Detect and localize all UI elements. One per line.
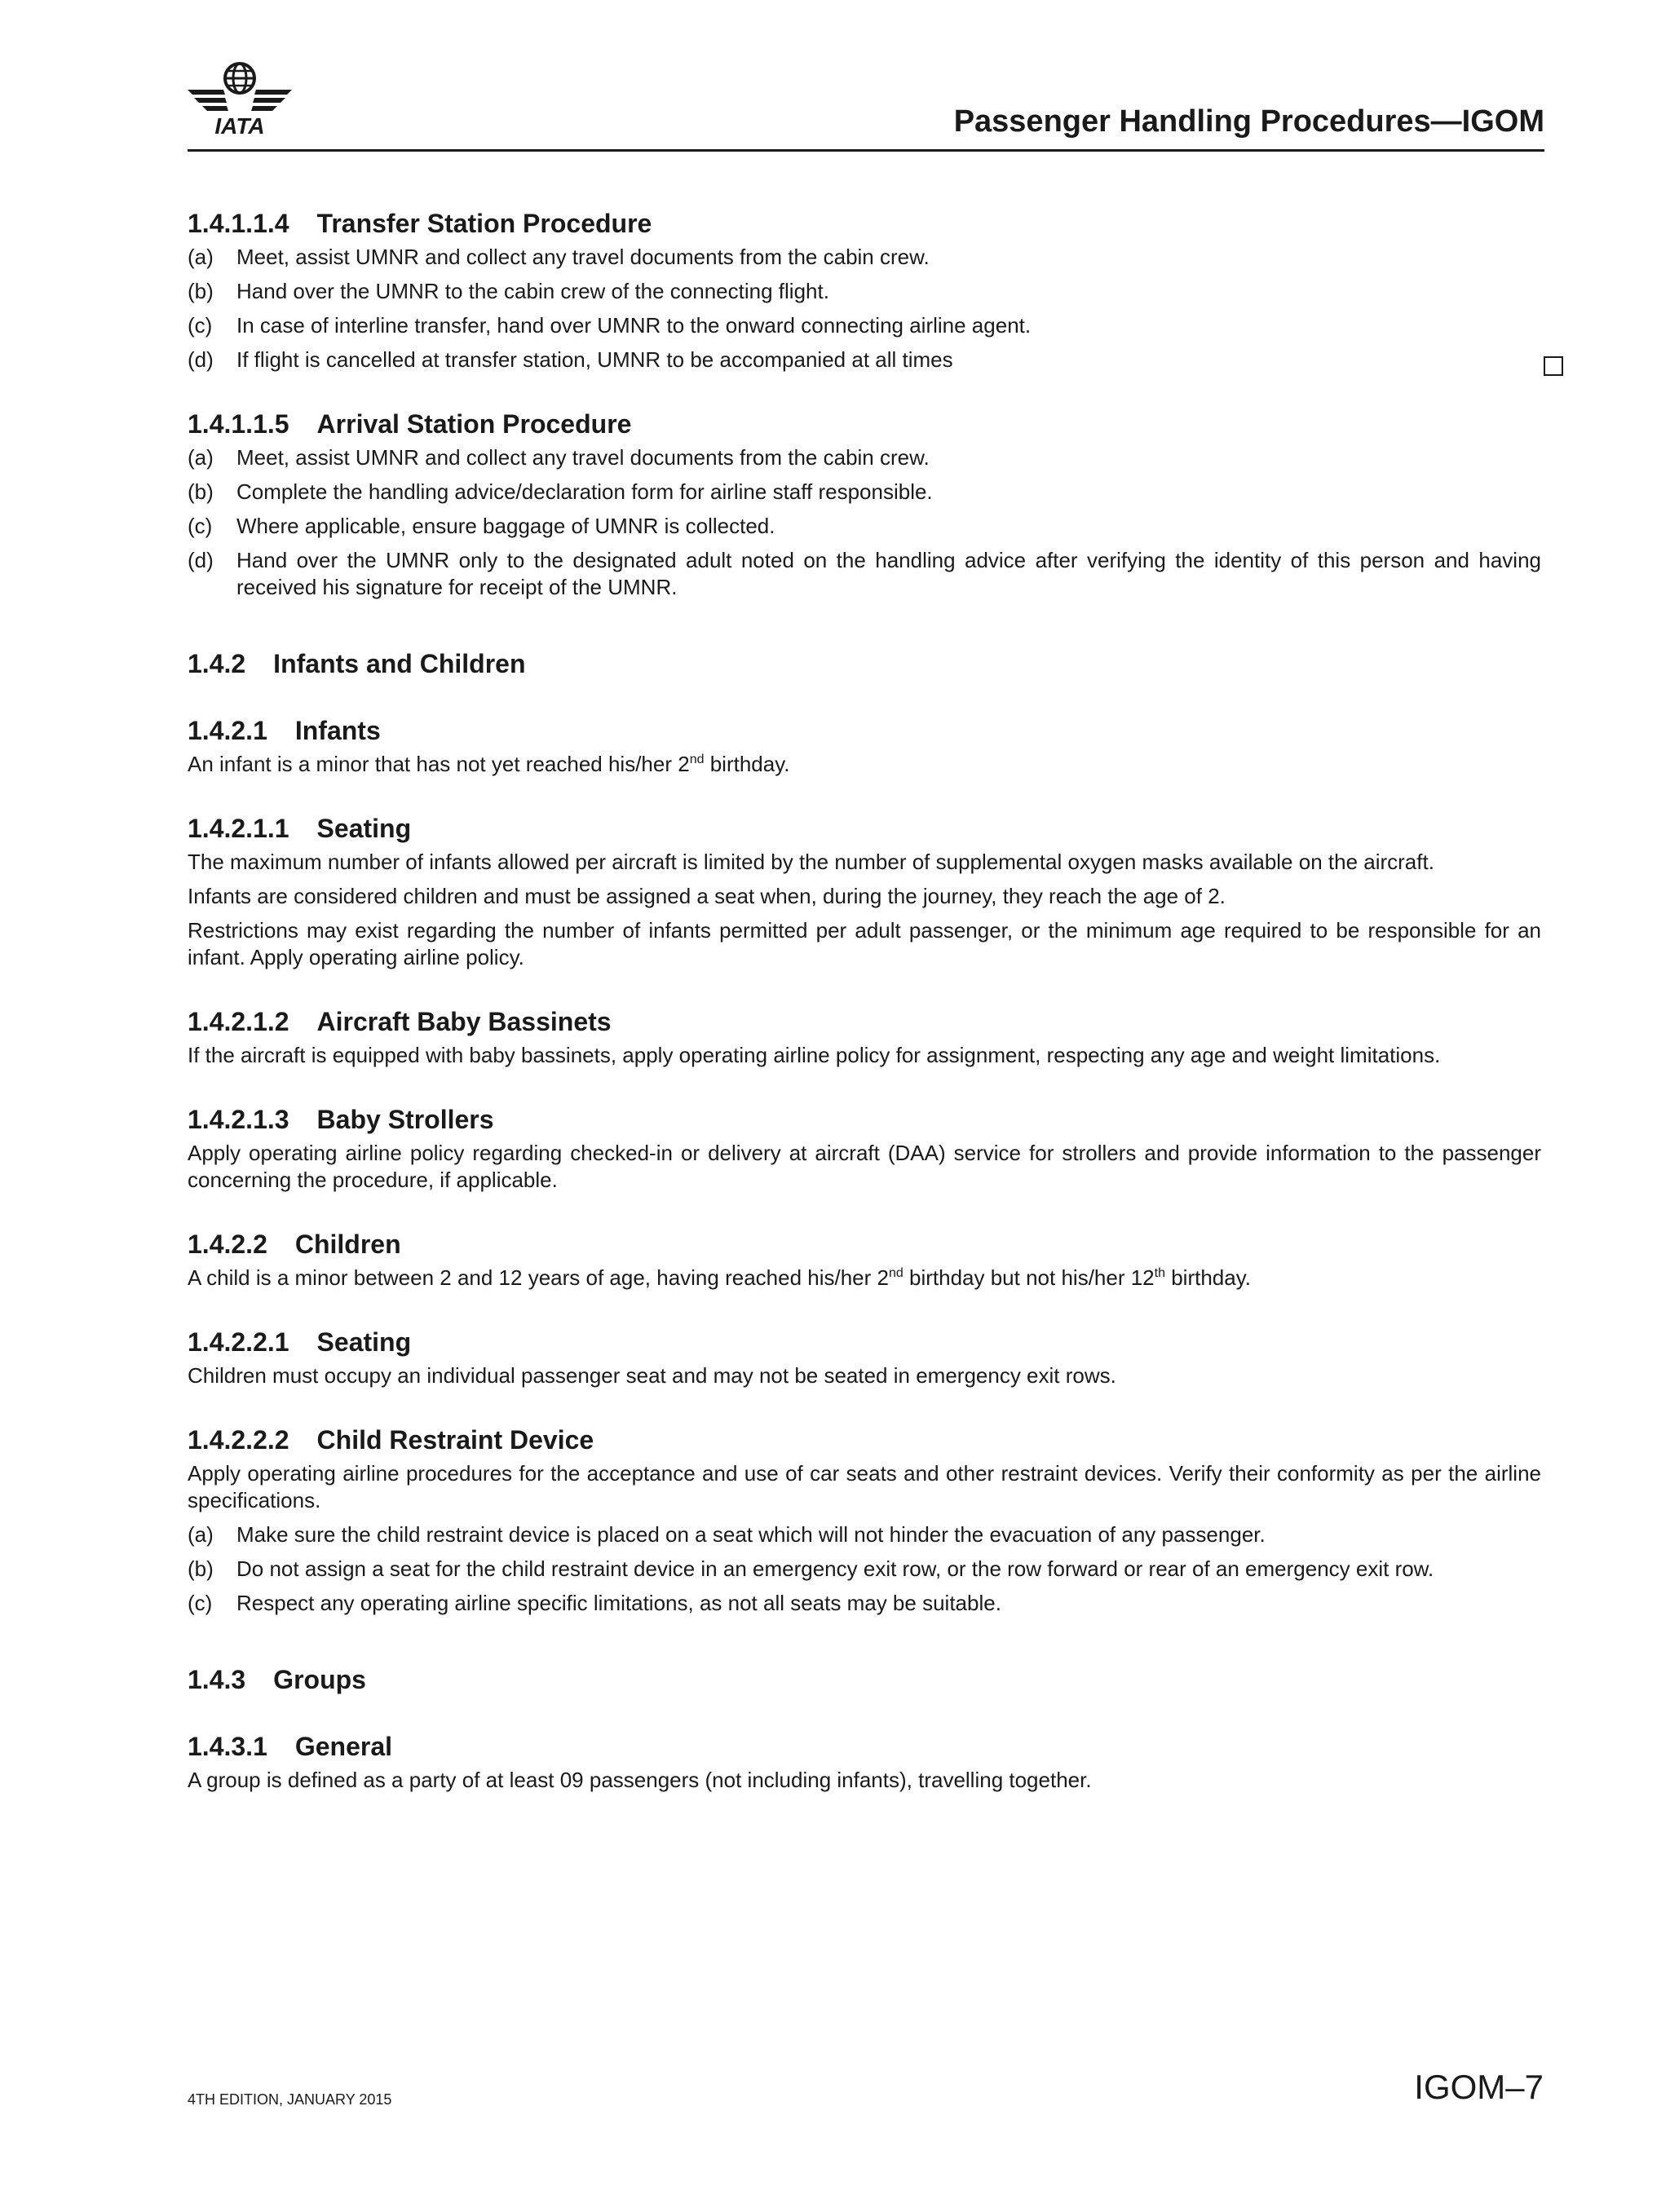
heading-transfer-station bbox=[188, 207, 1541, 240]
list-marker: (a) bbox=[188, 445, 214, 470]
paragraph: A group is defined as a party of at least 09 passengers (not including infants), travelling together. bbox=[188, 1768, 1092, 1792]
list-text: Hand over the UMNR to the cabin crew of the connecting flight. bbox=[236, 279, 829, 303]
section-number: 1.4.3 bbox=[188, 1665, 246, 1694]
heading-infants-and-children bbox=[188, 647, 1541, 680]
heading-child-seating bbox=[188, 1326, 1541, 1358]
list-text: Meet, assist UMNR and collect any travel documents from the cabin crew. bbox=[236, 245, 930, 269]
page-header bbox=[188, 55, 1544, 152]
section-title: Transfer Station Procedure bbox=[316, 209, 652, 238]
text-run: birthday but not his/her 12 bbox=[903, 1265, 1155, 1290]
change-marker-box bbox=[1544, 356, 1563, 376]
text-run: An infant is a minor that has not yet reached his/her 2 bbox=[188, 752, 690, 776]
section-title: General bbox=[294, 1732, 393, 1761]
section-title: Groups bbox=[273, 1665, 366, 1694]
paragraph bbox=[188, 1265, 1541, 1291]
heading-groups bbox=[188, 1663, 1541, 1696]
list-item bbox=[188, 244, 1541, 271]
list-marker: (b) bbox=[188, 1556, 214, 1581]
section-title: Seating bbox=[316, 1327, 412, 1357]
paragraph: Apply operating airline procedures for the acceptance and use of car seats and other restraint devices. Verify their conformity as per the airline specifications. bbox=[188, 1461, 1541, 1512]
section-title: Baby Strollers bbox=[316, 1105, 494, 1134]
section-title: Arrival Station Procedure bbox=[316, 409, 632, 439]
list-item bbox=[188, 312, 1541, 339]
page-number: IGOM–7 bbox=[1414, 2068, 1544, 2106]
page-content bbox=[188, 207, 1541, 1794]
section-number: 1.4.2.1.1 bbox=[188, 814, 289, 843]
text-run: birthday. bbox=[704, 752, 790, 776]
text-run: A child is a minor between 2 and 12 years of age, having reached his/her 2 bbox=[188, 1265, 889, 1290]
heading-child-restraint-device bbox=[188, 1424, 1541, 1456]
superscript: nd bbox=[689, 753, 705, 766]
section-title: Infants bbox=[294, 716, 381, 745]
heading-children bbox=[188, 1228, 1541, 1261]
list-marker: (b) bbox=[188, 279, 214, 303]
list-marker: (a) bbox=[188, 245, 214, 269]
list-item bbox=[188, 1590, 1541, 1617]
paragraph: Apply operating airline policy regarding checked-in or delivery at aircraft (DAA) service for strollers and provide information to the passenger concerning the procedure, if applicable. bbox=[188, 1141, 1541, 1192]
list-marker: (b) bbox=[188, 479, 214, 504]
section-number: 1.4.1.1.4 bbox=[188, 209, 289, 238]
list-item bbox=[188, 479, 1541, 506]
list-text: Respect any operating airline specific limitations, as not all seats may be suitable. bbox=[236, 1591, 1001, 1615]
list-marker: (a) bbox=[188, 1522, 214, 1547]
heading-infant-seating bbox=[188, 812, 1541, 845]
list-item bbox=[188, 513, 1541, 540]
list-item bbox=[188, 444, 1541, 471]
section-number: 1.4.2.2 bbox=[188, 1230, 267, 1259]
heading-groups-general bbox=[188, 1730, 1541, 1763]
heading-infants bbox=[188, 714, 1541, 747]
logo-text: IATA bbox=[214, 113, 265, 135]
heading-baby-bassinets bbox=[188, 1005, 1541, 1038]
list-text: If flight is cancelled at transfer station, UMNR to be accompanied at all times bbox=[236, 347, 953, 372]
paragraph: The maximum number of infants allowed per aircraft is limited by the number of supplemental oxygen masks available on the aircraft. bbox=[188, 850, 1434, 874]
heading-baby-strollers bbox=[188, 1103, 1541, 1136]
list-marker: (d) bbox=[188, 548, 214, 572]
list-marker: (c) bbox=[188, 1591, 213, 1615]
text-run: birthday. bbox=[1165, 1265, 1252, 1290]
list-marker: (d) bbox=[188, 347, 214, 372]
section-number: 1.4.1.1.5 bbox=[188, 409, 289, 439]
section-number: 1.4.3.1 bbox=[188, 1732, 267, 1761]
section-number: 1.4.2.1.2 bbox=[188, 1007, 289, 1036]
paragraph: Children must occupy an individual passenger seat and may not be seated in emergency exit rows. bbox=[188, 1363, 1116, 1388]
list-text: Complete the handling advice/declaration form for airline staff responsible. bbox=[236, 479, 933, 504]
heading-arrival-station bbox=[188, 408, 1541, 440]
paragraph: Infants are considered children and must be assigned a seat when, during the journey, they reach the age of 2. bbox=[188, 884, 1226, 908]
list-text: Where applicable, ensure baggage of UMNR is collected. bbox=[236, 514, 775, 538]
list-text: Do not assign a seat for the child restraint device in an emergency exit row, or the row forward or rear of an emergency exit row. bbox=[236, 1556, 1434, 1581]
paragraph: Restrictions may exist regarding the number of infants permitted per adult passenger, or the minimum age required to be responsible for an infant. Apply operating airline policy. bbox=[188, 918, 1541, 969]
list-marker: (c) bbox=[188, 313, 213, 338]
list-item bbox=[188, 1556, 1541, 1583]
section-title: Child Restraint Device bbox=[316, 1425, 594, 1455]
section-number: 1.4.2.1.3 bbox=[188, 1105, 289, 1134]
paragraph: If the aircraft is equipped with baby bassinets, apply operating airline policy for assignment, respecting any age and weight limitations. bbox=[188, 1043, 1441, 1067]
list-item bbox=[188, 547, 1541, 601]
footer-edition: 4TH EDITION, JANUARY 2015 bbox=[188, 2091, 392, 2108]
iata-logo-icon bbox=[188, 60, 292, 135]
superscript: th bbox=[1154, 1266, 1165, 1280]
section-number: 1.4.2.2.1 bbox=[188, 1327, 289, 1357]
list-text: In case of interline transfer, hand over UMNR to the onward connecting airline agent. bbox=[236, 313, 1032, 338]
list-text: Meet, assist UMNR and collect any travel documents from the cabin crew. bbox=[236, 445, 930, 470]
page-title: Passenger Handling Procedures—IGOM bbox=[953, 104, 1544, 139]
section-title: Infants and Children bbox=[273, 649, 526, 678]
list-item bbox=[188, 1521, 1541, 1548]
list-marker: (c) bbox=[188, 514, 213, 538]
list-text: Make sure the child restraint device is placed on a seat which will not hinder the evacuation of any passenger. bbox=[236, 1522, 1266, 1547]
section-title: Children bbox=[294, 1230, 401, 1259]
list-item bbox=[188, 347, 1541, 373]
paragraph bbox=[188, 751, 1541, 778]
superscript: nd bbox=[888, 1266, 903, 1280]
list-text: Hand over the UMNR only to the designated adult noted on the handling advice after verifying the identity of this person and having received his signature for receipt of the UMNR. bbox=[236, 548, 1541, 599]
section-number: 1.4.2.1 bbox=[188, 716, 267, 745]
section-number: 1.4.2 bbox=[188, 649, 246, 678]
section-title: Seating bbox=[316, 814, 412, 843]
section-number: 1.4.2.2.2 bbox=[188, 1425, 289, 1455]
section-title: Aircraft Baby Bassinets bbox=[316, 1007, 612, 1036]
list-item bbox=[188, 278, 1541, 305]
